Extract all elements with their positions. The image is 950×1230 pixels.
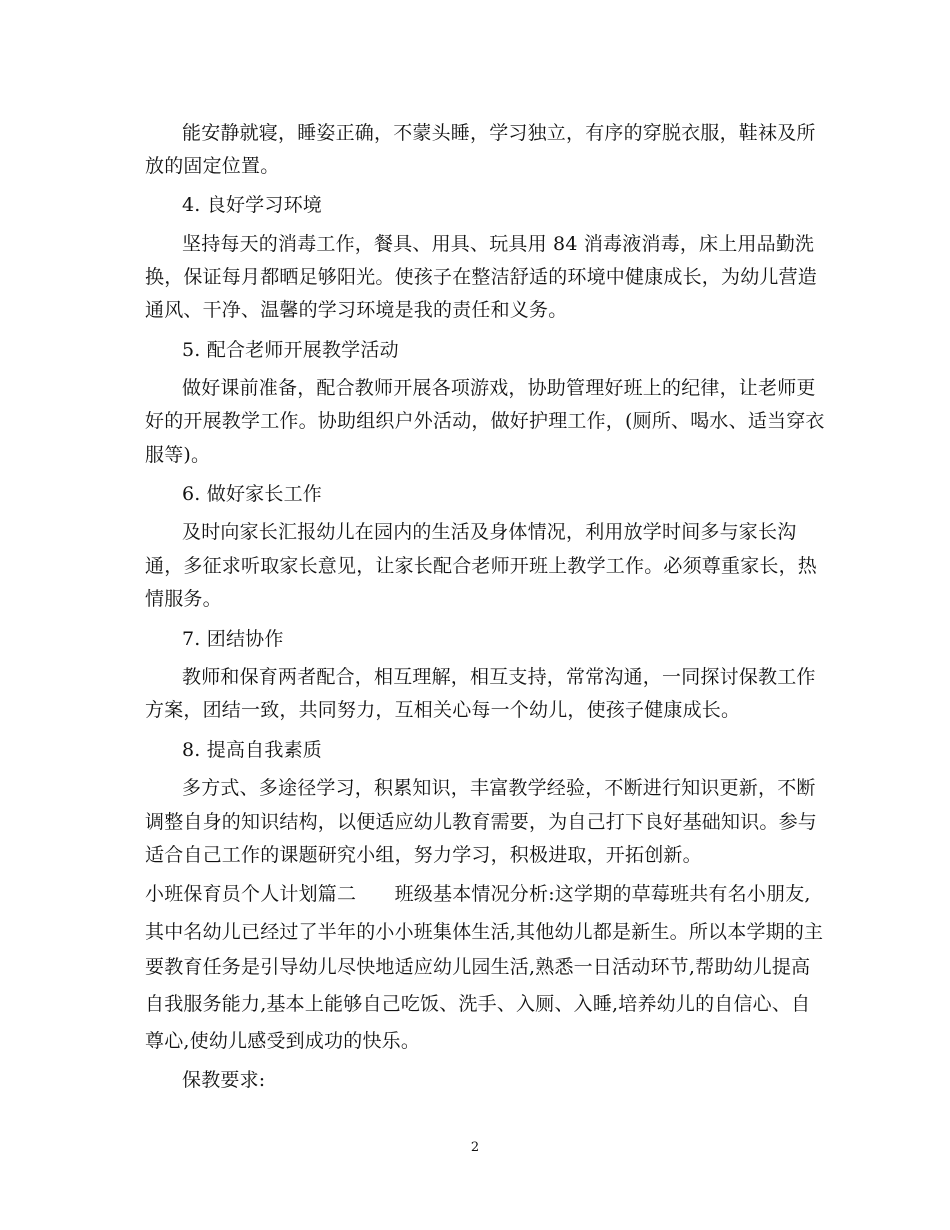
- section-heading-7: 7. 团结协作: [182, 628, 284, 650]
- paragraph-line: 尊心,使幼儿感受到成功的快乐。: [145, 1030, 421, 1052]
- page-number: 2: [470, 1140, 480, 1155]
- paragraph-line: 好的开展教学工作。协助组织户外活动，做好护理工作，(厕所、喝水、适当穿衣: [145, 410, 825, 432]
- section-heading-4: 4. 良好学习环境: [182, 194, 322, 216]
- paragraph-line: 服等)。: [145, 444, 211, 466]
- section-heading-5: 5. 配合老师开展教学活动: [182, 339, 399, 361]
- paragraph-line: 放的固定位置。: [145, 155, 280, 177]
- paragraph-line: 通，多征求听取家长意见，让家长配合老师开班上教学工作。必须尊重家长，热: [145, 555, 818, 577]
- paragraph-line: 其中名幼儿已经过了半年的小小班集体生活,其他幼儿都是新生。所以本学期的主: [145, 921, 824, 943]
- paragraph-line: 多方式、多途径学习，积累知识，丰富教学经验，不断进行知识更新，不断: [182, 777, 816, 799]
- paragraph-line: 情服务。: [145, 588, 222, 610]
- paragraph-line: 做好课前准备，配合教师开展各项游戏，协助管理好班上的纪律，让老师更: [182, 377, 816, 399]
- paragraph-line: 及时向家长汇报幼儿在园内的生活及身体情况，利用放学时间多与家长沟: [182, 521, 797, 543]
- subheading-care-requirements: 保教要求:: [182, 1069, 266, 1091]
- paragraph-line: 坚持每天的消毒工作，餐具、用具、玩具用 84 消毒液消毒，床上用品勤洗: [182, 233, 815, 255]
- paragraph-line: 要教育任务是引导幼儿尽快地适应幼儿园生活,熟悉一日活动环节,帮助幼儿提高: [145, 956, 811, 978]
- paragraph-line: 换，保证每月都晒足够阳光。使孩子在整洁舒适的环境中健康成长，为幼儿营造: [145, 266, 818, 288]
- paragraph-line: 方案，团结一致，共同努力，互相关心每一个幼儿，使孩子健康成长。: [145, 699, 741, 721]
- paragraph-line: 调整自身的知识结构，以便适应幼儿教育需要，为自己打下良好基础知识。参与: [145, 811, 818, 833]
- section-heading-6: 6. 做好家长工作: [182, 483, 322, 505]
- section-heading-8: 8. 提高自我素质: [182, 739, 322, 761]
- paragraph-line: 自我服务能力,基本上能够自己吃饭、洗手、入厕、入睡,培养幼儿的自信心、自: [145, 993, 811, 1015]
- paragraph-line: 通风、干净、温馨的学习环境是我的责任和义务。: [145, 299, 568, 321]
- paragraph-line: 适合自己工作的课题研究小组，努力学习，积极进取，开拓创新。: [145, 844, 702, 866]
- section-title-plan-2: 小班保育员个人计划篇二 班级基本情况分析:这学期的草莓班共有名小朋友,: [145, 883, 811, 905]
- paragraph-line: 能安静就寝，睡姿正确，不蒙头睡，学习独立，有序的穿脱衣服，鞋袜及所: [182, 122, 816, 144]
- paragraph-line: 教师和保育两者配合，相互理解，相互支持，常常沟通，一同探讨保教工作: [182, 666, 816, 688]
